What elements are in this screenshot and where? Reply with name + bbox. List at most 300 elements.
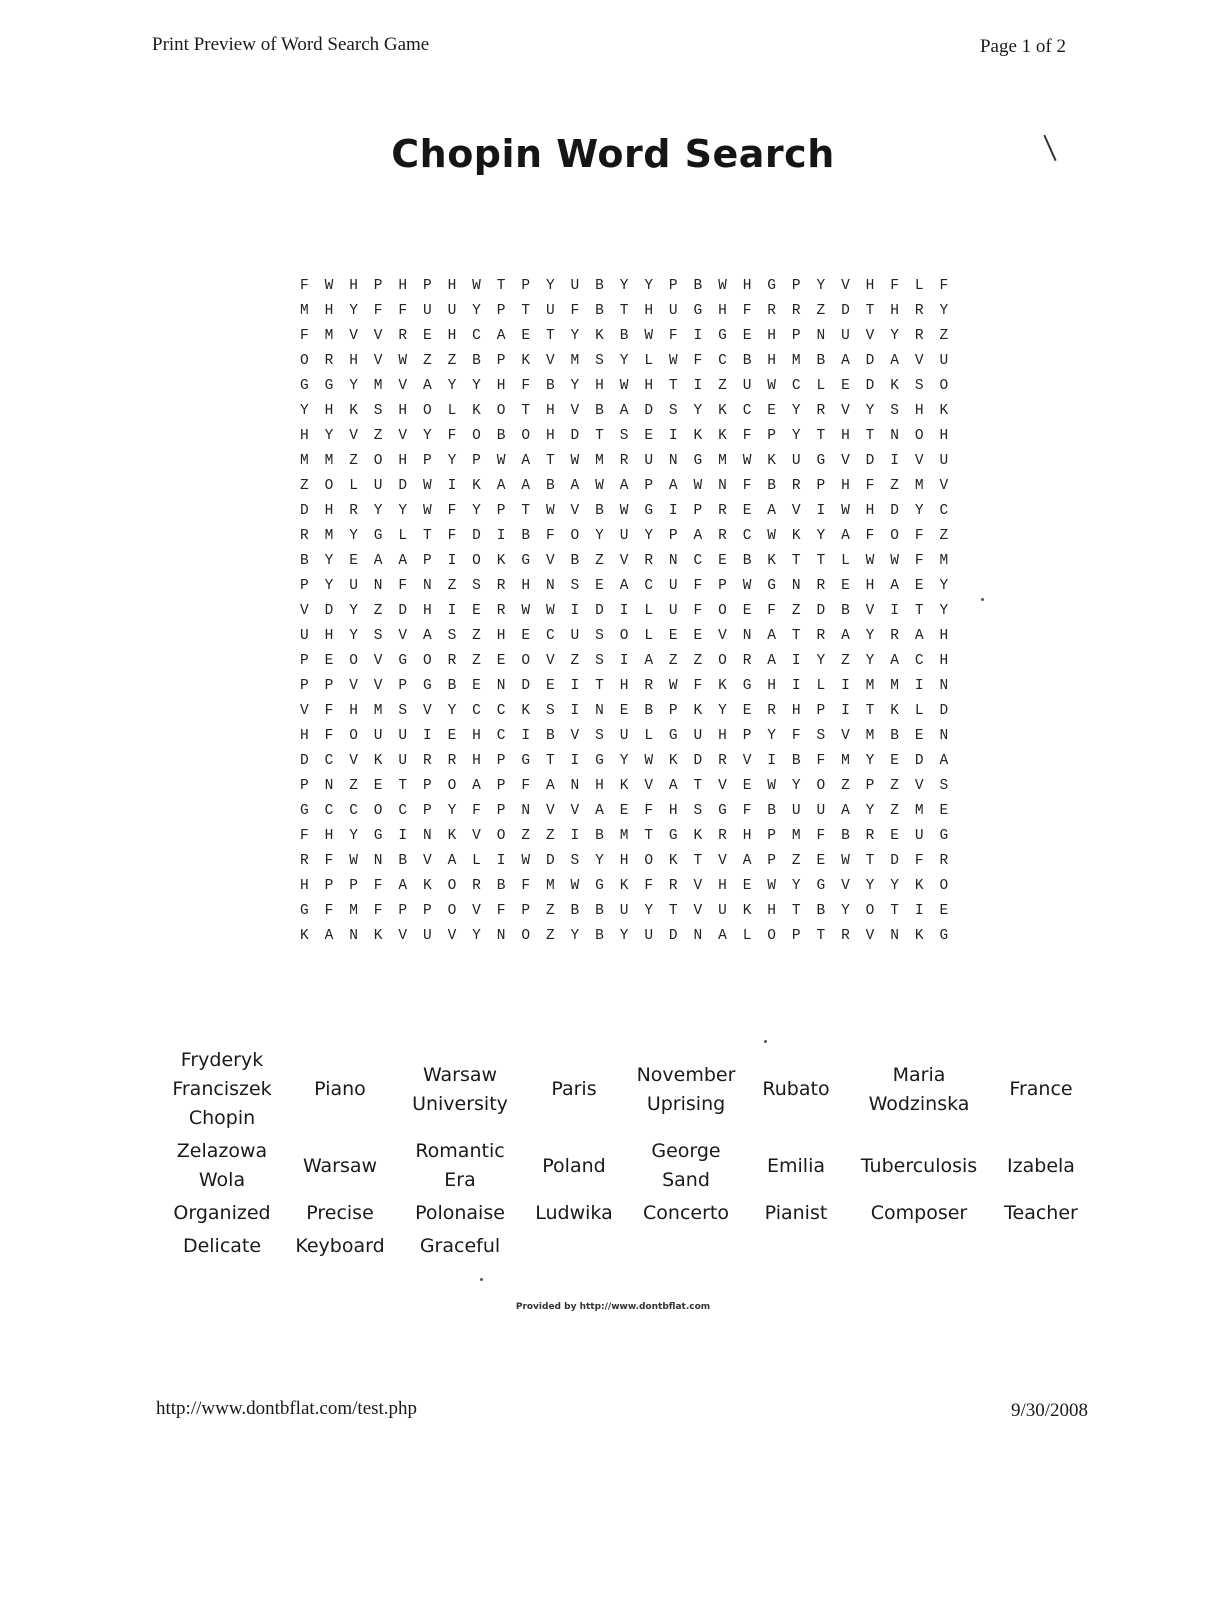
grid-row <box>300 553 964 578</box>
grid-row <box>300 853 964 878</box>
grid-letter: S <box>373 628 383 644</box>
grid-letter: W <box>349 853 358 869</box>
grid-letter: P <box>791 328 801 344</box>
scan-speck <box>764 1040 767 1043</box>
grid-letter: S <box>668 403 678 419</box>
grid-letter: Y <box>324 428 334 444</box>
grid-letter: S <box>447 628 457 644</box>
grid-letter: G <box>373 828 383 844</box>
grid-letter: E <box>595 578 604 594</box>
grid-letter: H <box>668 803 678 819</box>
word-list-item: Concerto <box>643 1202 729 1224</box>
grid-letter: P <box>742 728 752 744</box>
grid-letter: O <box>914 428 924 444</box>
grid-letter: T <box>791 903 801 919</box>
grid-letter: O <box>570 528 580 544</box>
grid-letter: U <box>939 353 949 369</box>
grid-letter: E <box>373 778 383 794</box>
grid-letter: H <box>447 278 457 294</box>
word-list-item: Rubato <box>762 1078 830 1100</box>
grid-letter: A <box>841 353 850 369</box>
grid-letter: R <box>644 678 654 694</box>
grid-row <box>300 903 964 928</box>
grid-letter: Z <box>472 653 481 669</box>
grid-letter: K <box>373 753 383 769</box>
grid-letter: O <box>472 553 481 569</box>
grid-letter: K <box>914 928 924 944</box>
grid-letter: O <box>472 428 481 444</box>
grid-letter: A <box>668 778 678 794</box>
grid-letter: O <box>767 928 776 944</box>
grid-letter: H <box>742 278 752 294</box>
grid-letter: H <box>349 703 358 719</box>
grid-letter: R <box>422 753 432 769</box>
grid-letter: E <box>324 653 334 669</box>
grid-letter: Y <box>914 503 924 519</box>
grid-letter: A <box>422 628 432 644</box>
grid-letter: A <box>521 478 531 494</box>
grid-letter: V <box>841 278 850 294</box>
scan-speck <box>981 598 984 601</box>
grid-letter: T <box>816 553 826 569</box>
grid-letter: R <box>914 328 924 344</box>
grid-letter: I <box>841 678 850 694</box>
grid-letter: P <box>767 428 776 444</box>
grid-letter: B <box>545 728 555 744</box>
grid-letter: V <box>841 453 850 469</box>
word-list-row <box>162 1044 1090 1135</box>
grid-letter: G <box>718 328 727 344</box>
grid-row <box>300 778 964 803</box>
grid-letter: Z <box>595 553 604 569</box>
grid-letter: O <box>422 653 432 669</box>
grid-letter: C <box>742 403 752 419</box>
grid-letter: E <box>693 628 703 644</box>
grid-letter: U <box>570 278 580 294</box>
grid-letter: A <box>644 653 654 669</box>
grid-letter: W <box>521 603 531 619</box>
grid-letter: W <box>841 853 850 869</box>
grid-letter: Z <box>300 478 309 494</box>
grid-letter: T <box>816 428 826 444</box>
grid-letter: N <box>545 578 555 594</box>
grid-letter: L <box>841 553 850 569</box>
grid-letter: A <box>939 753 949 769</box>
grid-letter: B <box>890 728 899 744</box>
grid-letter: G <box>767 578 776 594</box>
grid-letter: F <box>767 603 776 619</box>
grid-letter: R <box>398 328 408 344</box>
grid-letter: G <box>300 378 309 394</box>
grid-letter: O <box>521 653 531 669</box>
word-list-item: France <box>1009 1078 1073 1100</box>
grid-letter: N <box>324 778 334 794</box>
grid-letter: Y <box>816 528 826 544</box>
grid-letter: P <box>767 828 776 844</box>
grid-letter: Y <box>472 503 481 519</box>
grid-letter: H <box>865 578 875 594</box>
grid-letter: Y <box>300 403 309 419</box>
grid-letter: B <box>595 928 604 944</box>
grid-letter: Y <box>570 378 580 394</box>
grid-letter: Y <box>472 378 481 394</box>
grid-letter: F <box>300 328 309 344</box>
grid-letter: F <box>742 803 752 819</box>
grid-letter: T <box>619 303 629 319</box>
grid-letter: K <box>767 553 776 569</box>
grid-letter: G <box>398 653 408 669</box>
grid-letter: P <box>300 578 309 594</box>
grid-letter: V <box>841 403 850 419</box>
grid-letter: F <box>373 878 383 894</box>
grid-letter: B <box>472 353 481 369</box>
grid-letter: H <box>791 703 801 719</box>
grid-letter: B <box>496 878 506 894</box>
grid-letter: V <box>300 703 309 719</box>
grid-letter: F <box>545 528 555 544</box>
grid-letter: H <box>300 728 309 744</box>
grid-letter: H <box>349 353 358 369</box>
grid-row <box>300 478 964 503</box>
grid-letter: P <box>496 803 506 819</box>
grid-letter: H <box>324 503 334 519</box>
grid-letter: D <box>521 678 531 694</box>
grid-letter: F <box>668 328 678 344</box>
grid-letter: S <box>472 578 481 594</box>
grid-letter: B <box>447 678 457 694</box>
grid-letter: Y <box>939 303 949 319</box>
grid-letter: O <box>373 453 383 469</box>
grid-letter: P <box>644 478 654 494</box>
grid-letter: H <box>496 378 506 394</box>
grid-letter: Z <box>890 478 899 494</box>
grid-letter: F <box>373 303 383 319</box>
grid-letter: F <box>472 803 481 819</box>
grid-letter: N <box>693 928 703 944</box>
grid-row <box>300 628 964 653</box>
grid-letter: V <box>545 803 555 819</box>
grid-letter: R <box>767 303 776 319</box>
grid-letter: V <box>398 628 408 644</box>
grid-letter: Y <box>472 303 481 319</box>
grid-letter: W <box>767 528 776 544</box>
grid-letter: K <box>742 903 752 919</box>
grid-letter: P <box>693 503 703 519</box>
grid-letter: H <box>865 278 875 294</box>
grid-letter: V <box>373 353 383 369</box>
grid-letter: B <box>742 353 752 369</box>
grid-letter: Y <box>324 553 334 569</box>
grid-letter: K <box>521 353 531 369</box>
grid-letter: B <box>595 903 604 919</box>
grid-letter: V <box>447 928 457 944</box>
grid-letter: R <box>718 503 727 519</box>
word-list-item: Fryderyk Franciszek Chopin <box>172 1049 272 1129</box>
grid-letter: I <box>570 703 580 719</box>
grid-letter: H <box>841 428 850 444</box>
grid-letter: A <box>890 653 899 669</box>
grid-letter: P <box>422 803 432 819</box>
grid-letter: P <box>521 278 531 294</box>
grid-letter: H <box>398 403 408 419</box>
grid-letter: A <box>914 628 924 644</box>
word-list-item: Keyboard <box>295 1235 385 1257</box>
grid-letter: H <box>545 428 555 444</box>
grid-letter: U <box>668 578 678 594</box>
grid-row <box>300 728 964 753</box>
print-preview-title: Print Preview of Word Search Game <box>152 34 430 55</box>
grid-letter: A <box>521 453 531 469</box>
grid-letter: A <box>890 578 899 594</box>
grid-letter: P <box>668 278 678 294</box>
grid-letter: W <box>545 603 555 619</box>
grid-letter: H <box>718 303 727 319</box>
grid-letter: C <box>939 503 949 519</box>
grid-letter: S <box>545 703 555 719</box>
grid-letter: R <box>816 403 826 419</box>
grid-letter: P <box>422 278 432 294</box>
grid-row <box>300 528 964 553</box>
grid-letter: K <box>595 328 604 344</box>
grid-letter: I <box>816 503 826 519</box>
word-list-item: Zelazowa Wola <box>176 1140 268 1191</box>
grid-letter: Y <box>595 853 604 869</box>
grid-letter: H <box>718 878 727 894</box>
grid-letter: Y <box>816 278 826 294</box>
grid-letter: Y <box>644 278 654 294</box>
grid-letter: R <box>939 853 949 869</box>
grid-letter: E <box>742 878 752 894</box>
grid-letter: A <box>767 503 776 519</box>
grid-letter: W <box>841 503 850 519</box>
grid-letter: Y <box>595 528 604 544</box>
grid-letter: O <box>718 603 727 619</box>
grid-letter: T <box>668 903 678 919</box>
grid-letter: P <box>422 903 432 919</box>
grid-letter: L <box>742 928 752 944</box>
grid-letter: T <box>521 303 531 319</box>
grid-letter: N <box>816 328 826 344</box>
grid-letter: M <box>324 453 334 469</box>
grid-letter: D <box>865 353 875 369</box>
grid-letter: U <box>816 803 826 819</box>
grid-letter: P <box>324 878 334 894</box>
grid-letter: L <box>644 728 654 744</box>
grid-letter: H <box>349 278 358 294</box>
grid-letter: A <box>324 928 334 944</box>
grid-letter: W <box>718 278 727 294</box>
word-list-item: Izabela <box>1007 1154 1075 1177</box>
grid-letter: Y <box>865 628 875 644</box>
grid-letter: U <box>422 928 432 944</box>
grid-letter: I <box>841 703 850 719</box>
grid-letter: H <box>422 603 432 619</box>
grid-letter: V <box>373 328 383 344</box>
grid-letter: I <box>890 603 899 619</box>
grid-letter: L <box>644 603 654 619</box>
grid-letter: N <box>422 828 432 844</box>
grid-letter: T <box>693 853 703 869</box>
grid-letter: F <box>300 828 309 844</box>
grid-letter: Z <box>939 528 949 544</box>
word-list-item: Paris <box>551 1078 597 1100</box>
grid-letter: V <box>570 403 580 419</box>
grid-letter: D <box>865 378 875 394</box>
grid-letter: K <box>693 703 703 719</box>
word-list-item: Maria Wodzinska <box>868 1063 970 1115</box>
grid-letter: I <box>668 503 678 519</box>
grid-letter: W <box>742 453 752 469</box>
grid-letter: B <box>496 428 506 444</box>
grid-letter: Z <box>422 353 432 369</box>
grid-letter: H <box>324 303 334 319</box>
grid-letter: L <box>472 853 481 869</box>
word-list-item: Precise <box>306 1202 374 1224</box>
grid-letter: F <box>742 428 752 444</box>
grid-row <box>300 803 964 828</box>
grid-letter: O <box>939 878 949 894</box>
grid-letter: D <box>914 753 924 769</box>
grid-letter: O <box>718 653 727 669</box>
grid-letter: T <box>791 628 801 644</box>
grid-letter: F <box>521 778 531 794</box>
grid-letter: H <box>447 328 457 344</box>
grid-letter: M <box>300 453 309 469</box>
grid-letter: B <box>767 478 776 494</box>
grid-letter: H <box>865 503 875 519</box>
grid-letter: A <box>890 353 899 369</box>
grid-letter: F <box>324 728 334 744</box>
grid-letter: W <box>545 503 555 519</box>
grid-letter: H <box>324 628 334 644</box>
grid-letter: O <box>496 828 506 844</box>
grid-letter: U <box>791 453 801 469</box>
grid-letter: P <box>398 678 408 694</box>
grid-letter: M <box>791 828 801 844</box>
grid-letter: F <box>816 753 826 769</box>
grid-letter: A <box>767 628 776 644</box>
grid-letter: K <box>718 428 727 444</box>
grid-letter: A <box>668 478 678 494</box>
grid-letter: F <box>570 303 580 319</box>
grid-letter: P <box>521 903 531 919</box>
grid-letter: E <box>619 803 629 819</box>
grid-letter: B <box>841 828 850 844</box>
grid-letter: E <box>767 403 776 419</box>
grid-letter: G <box>521 553 531 569</box>
grid-letter: N <box>595 703 604 719</box>
grid-row <box>300 278 964 303</box>
grid-letter: E <box>422 328 432 344</box>
grid-letter: G <box>693 303 703 319</box>
grid-letter: U <box>422 303 432 319</box>
grid-letter: N <box>742 628 752 644</box>
grid-letter: B <box>767 803 776 819</box>
grid-letter: G <box>644 503 654 519</box>
grid-row <box>300 653 964 678</box>
grid-letter: D <box>668 928 678 944</box>
grid-letter: H <box>545 403 555 419</box>
grid-letter: P <box>398 903 408 919</box>
grid-letter: L <box>816 378 826 394</box>
grid-letter: P <box>472 453 481 469</box>
grid-letter: V <box>349 328 358 344</box>
grid-letter: D <box>324 603 334 619</box>
grid-letter: Y <box>644 903 654 919</box>
grid-letter: F <box>644 803 654 819</box>
grid-letter: A <box>619 403 629 419</box>
grid-letter: F <box>521 378 531 394</box>
grid-letter: D <box>398 603 408 619</box>
grid-letter: Y <box>939 603 949 619</box>
grid-letter: H <box>595 378 604 394</box>
grid-letter: C <box>545 628 555 644</box>
grid-letter: V <box>349 753 358 769</box>
grid-letter: Y <box>349 303 358 319</box>
grid-letter: L <box>644 353 654 369</box>
grid-letter: W <box>644 328 654 344</box>
grid-letter: B <box>644 703 654 719</box>
grid-letter: G <box>595 878 604 894</box>
grid-letter: M <box>300 303 309 319</box>
word-list-row <box>162 1230 1090 1263</box>
grid-letter: M <box>373 703 383 719</box>
grid-letter: F <box>324 903 334 919</box>
grid-letter: E <box>890 753 899 769</box>
grid-letter: Y <box>865 403 875 419</box>
grid-letter: V <box>545 553 555 569</box>
grid-letter: B <box>595 278 604 294</box>
word-list-item: Pianist <box>764 1202 828 1224</box>
grid-letter: I <box>570 678 580 694</box>
word-list-item: Piano <box>314 1078 366 1100</box>
grid-letter: F <box>865 528 875 544</box>
grid-letter: G <box>521 753 531 769</box>
grid-letter: G <box>939 928 949 944</box>
grid-letter: W <box>496 453 506 469</box>
grid-row <box>300 578 964 603</box>
grid-letter: V <box>300 603 309 619</box>
grid-letter: C <box>718 353 727 369</box>
grid-letter: U <box>349 578 358 594</box>
grid-letter: I <box>447 553 457 569</box>
grid-letter: M <box>619 828 629 844</box>
grid-letter: E <box>742 603 752 619</box>
grid-letter: G <box>595 753 604 769</box>
grid-letter: W <box>890 553 899 569</box>
grid-letter: R <box>767 703 776 719</box>
grid-letter: U <box>693 728 703 744</box>
grid-letter: D <box>300 503 309 519</box>
grid-letter: A <box>767 653 776 669</box>
grid-letter: K <box>422 878 432 894</box>
grid-letter: U <box>939 453 949 469</box>
grid-letter: K <box>890 703 899 719</box>
grid-letter: W <box>619 378 629 394</box>
grid-letter: B <box>545 478 555 494</box>
grid-letter: Z <box>816 303 826 319</box>
grid-letter: W <box>668 353 678 369</box>
grid-letter: T <box>521 503 531 519</box>
grid-letter: O <box>644 853 654 869</box>
grid-letter: A <box>496 478 506 494</box>
grid-letter: Y <box>447 803 457 819</box>
word-list-item: Delicate <box>182 1235 262 1257</box>
grid-letter: W <box>422 478 432 494</box>
grid-letter: V <box>693 903 703 919</box>
grid-letter: Y <box>791 878 801 894</box>
grid-letter: U <box>619 903 629 919</box>
